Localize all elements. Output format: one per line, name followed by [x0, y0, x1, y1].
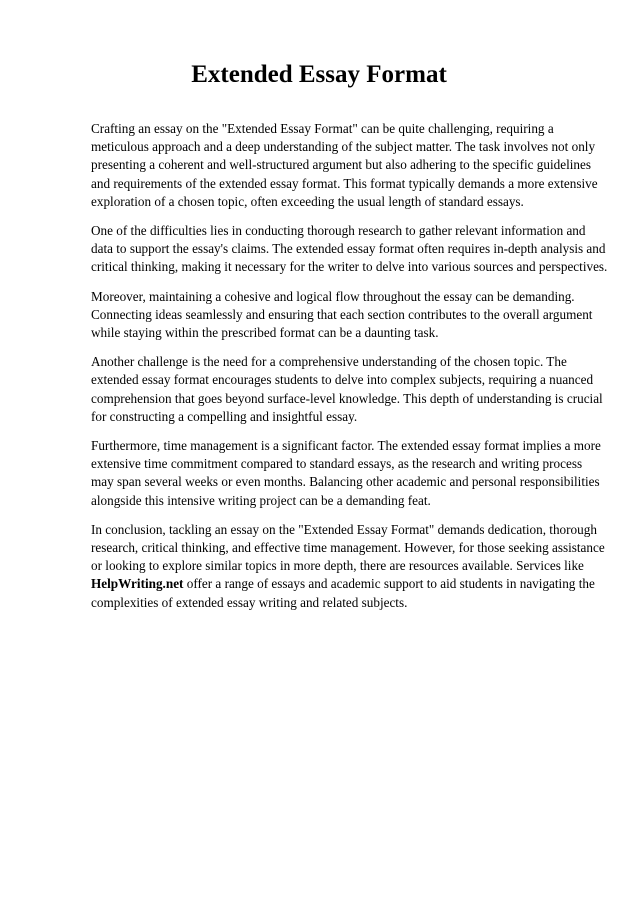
text-line: meticulous approach and a deep understanding of the subject matter. The task involves not only	[91, 139, 596, 155]
text-line: Crafting an essay on the "Extended Essay Format" can be quite challenging, requiring a	[91, 121, 554, 136]
helpwriting-link[interactable]: HelpWriting.net	[91, 576, 184, 592]
text-line-with-brand	[91, 575, 611, 593]
text-line: presenting a coherent and well-structured argument but also adhering to the specific guidelines	[91, 157, 591, 173]
text-line: critical thinking, making it necessary for the writer to delve into various sources and perspectives.	[91, 259, 608, 275]
text-line: exploration of a chosen topic, often exceeding the usual length of standard essays.	[91, 193, 524, 209]
text-line: extended essay format encourages students to delve into complex subjects, requiring a nuanced	[91, 372, 594, 388]
paragraph-6	[91, 521, 611, 612]
text-line: Furthermore, time management is a significant factor. The extended essay format implies a more	[91, 438, 601, 454]
text-line: In conclusion, tackling an essay on the "Extended Essay Format" demands dedication, thorough	[91, 521, 597, 537]
text-line: or looking to explore similar topics in more depth, there are resources available. Services like	[91, 558, 584, 574]
text-line: Connecting ideas seamlessly and ensuring that each section contributes to the overall argument	[91, 306, 593, 322]
text-line: Moreover, maintaining a cohesive and logical flow throughout the essay can be demanding.	[91, 288, 575, 304]
text-line: Another challenge is the need for a comprehensive understanding of the chosen topic. The	[91, 354, 567, 370]
text-line: for constructing a compelling and insightful essay.	[91, 408, 358, 424]
document-title: Extended Essay Format	[191, 61, 447, 88]
text-after-brand: offer a range of essays and academic support to aid students in navigating the	[183, 576, 595, 592]
paragraph-4	[91, 353, 611, 426]
text-line: and requirements of the extended essay format. This format typically demands a more extensive	[91, 175, 598, 191]
text-line: One of the difficulties lies in conducting thorough research to gather relevant information and	[91, 223, 586, 239]
text-line: data to support the essay's claims. The extended essay format often requires in-depth analysis and	[91, 241, 606, 257]
paragraph-2	[91, 222, 611, 277]
text-line: alongside this intensive writing project can be a demanding feat.	[91, 492, 431, 508]
text-line: research, critical thinking, and effective time management. However, for those seeking assistance	[91, 540, 605, 556]
paragraph-5	[91, 437, 611, 510]
text-line: extensive time commitment compared to standard essays, as the research and writing process	[91, 456, 583, 472]
text-line: comprehension that goes beyond surface-level knowledge. This depth of understanding is crucial	[91, 390, 603, 406]
text-line: may span several weeks or even months. Balancing other academic and personal responsibilities	[91, 474, 600, 490]
document-body	[91, 120, 611, 623]
text-line: while staying within the prescribed format can be a daunting task.	[91, 325, 439, 341]
text-line: complexities of extended essay writing and related subjects.	[91, 594, 408, 610]
paragraph-3	[91, 288, 611, 343]
paragraph-1	[91, 120, 611, 211]
